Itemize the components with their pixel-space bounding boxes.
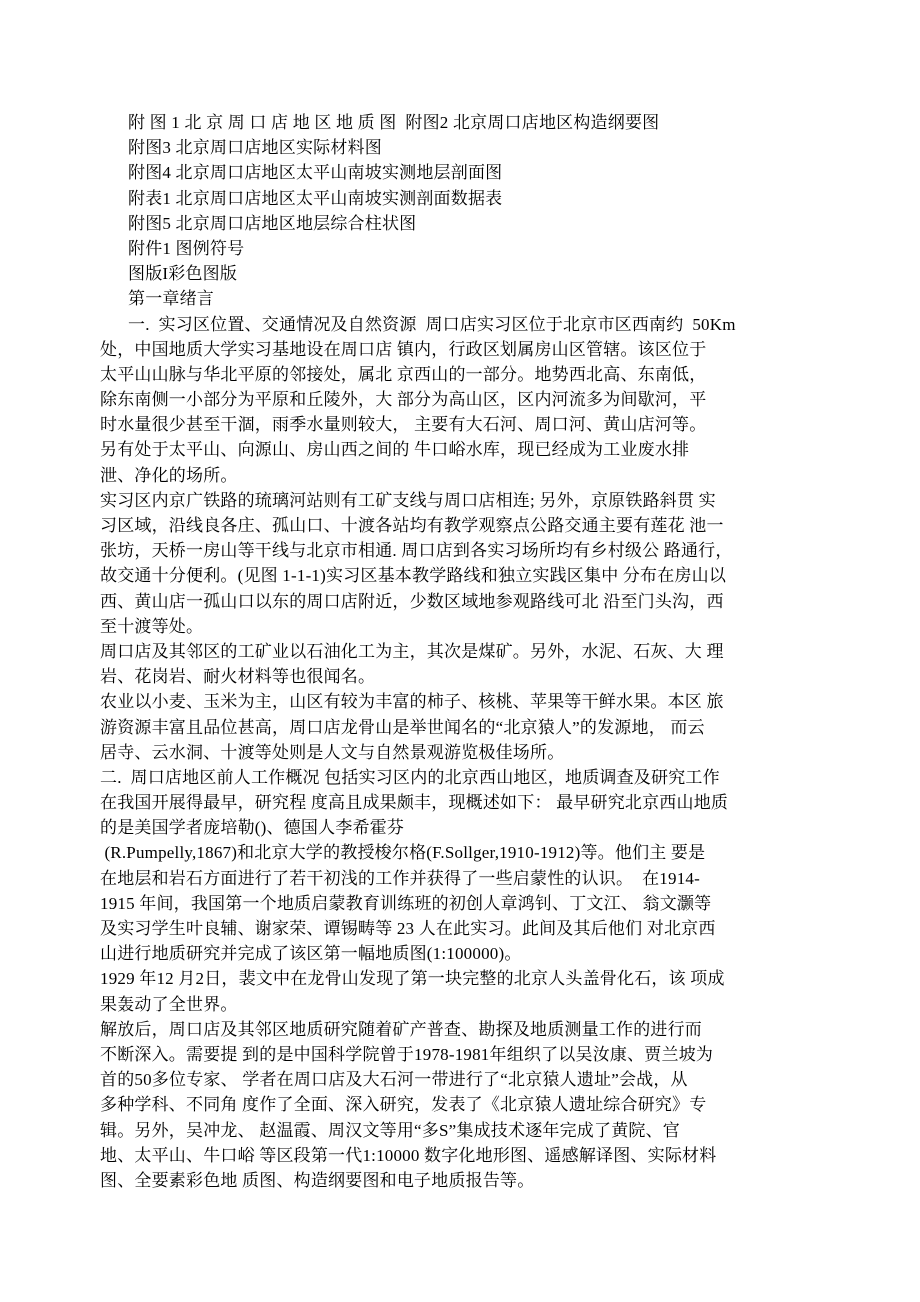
body-line: 1929 年12 月2日，裴文中在龙骨山发现了第一块完整的北京人头盖骨化石，该 项成 <box>100 969 725 989</box>
body-line: 处，中国地质大学实习基地设在周口店 镇内，行政区划属房山区管辖。该区位于 <box>100 339 707 359</box>
body-line: 的是美国学者庞培勒()、德国人李希霍芬 <box>100 818 405 838</box>
body-line: 图、全要素彩色地 质图、构造纲要图和电子地质报告等。 <box>100 1170 535 1190</box>
body-line: 农业以小麦、玉米为主，山区有较为丰富的柿子、核桃、苹果等干鲜水果。本区 旅 <box>100 692 724 712</box>
body-line: 习区域，沿线良各庄、孤山口、十渡各站均有教学观察点公路交通主要有莲花 池一 <box>100 516 724 535</box>
body-line: 张坊，天桥一房山等干线与北京市相通. 周口店到各实习场所均有乡村级公 路通行， <box>100 541 733 561</box>
body-line: 不断深入。需要提 到的是中国科学院曾于1978-1981年组织了以吴汝康、贾兰坡为 <box>100 1044 714 1064</box>
document-content <box>100 110 820 1193</box>
body-line: 在地层和岩石方面进行了若干初浅的工作并获得了一些启蒙性的认识。 在1914- <box>100 868 700 888</box>
body-line: 太平山山脉与华北平原的邻接处，属北 京西山的一部分。地势西北高、东南低， <box>100 364 707 384</box>
body-line: 在我国开展得最早，研究程 度高且成果颇丰，现概述如下： 最早研究北京西山地质 <box>100 793 729 813</box>
front-matter-line: 附表1 北京周口店地区太平山南坡实测剖面数据表 <box>128 188 503 208</box>
front-matter-line: 附图4 北京周口店地区太平山南坡实测地层剖面图 <box>128 163 503 183</box>
body-line: 1915 年间，我国第一个地质启蒙教育训练班的初创人章鸿钊、丁文江、 翁文灏等 <box>100 893 712 913</box>
body-line: 西、黄山店一孤山口以东的周口店附近，少数区域地参观路线可北 沿至门头沟，西 <box>100 591 724 611</box>
body-line: 多种学科、不同角 度作了全面、深入研究，发表了《北京猿人遗址综合研究》专 <box>100 1095 707 1115</box>
body-line: 周口店及其邻区的工矿业以石油化工为主，其次是煤矿。另外，水泥、石灰、大 理 <box>100 641 724 661</box>
front-matter-line: 附 图 1 北 京 周 口 店 地 区 地 质 图 附图2 北京周口店地区构造纲要图 <box>128 113 660 132</box>
body-line: 及实习学生叶良辅、谢家荣、谭锡畴等 23 人在此实习。此间及其后他们 对北京西 <box>100 919 716 938</box>
body-line: 另有处于太平山、向源山、房山西之间的 牛口峪水库，现已经成为工业废水排 <box>100 440 690 460</box>
body-line: 泄、净化的场所。 <box>100 465 238 485</box>
chapter-heading: 第一章绪言 <box>128 289 214 309</box>
body-line: (R.Pumpelly,1867)和北京大学的教授梭尔格(F.Sollger,1910-1912)等。他们主 要是 <box>100 843 706 863</box>
body-line: 二. 周口店地区前人工作概况 包括实习区内的北京西山地区，地质调查及研究工作 <box>100 767 720 787</box>
body-line: 一. 实习区位置、交通情况及自然资源 周口店实习区位于北京市区西南约 50Km <box>128 314 736 334</box>
front-matter-line: 附件1 图例符号 <box>128 238 245 258</box>
body-line: 居寺、云水洞、十渡等处则是人文与自然景观游览极佳场所。 <box>100 742 565 762</box>
body-line: 首的50多位专家、 学者在周口店及大石河一带进行了“北京猿人遗址”会战，从 <box>100 1070 688 1090</box>
body-line: 山进行地质研究并完成了该区第一幅地质图(1:100000)。 <box>100 944 522 964</box>
body-line: 岩、花岗岩、耐火材料等也很闻名。 <box>100 667 376 687</box>
body-line: 实习区内京广铁路的琉璃河站则有工矿支线与周口店相连; 另外，京原铁路斜贯 实 <box>100 490 716 510</box>
body-line: 游资源丰富且品位甚高，周口店龙骨山是举世闻名的“北京猿人”的发源地， 而云 <box>100 717 705 737</box>
body-line: 故交通十分便利。(见图 1-1-1)实习区基本教学路线和独立实践区集中 分布在房山以 <box>100 566 727 586</box>
front-matter-line: 图版I彩色图版 <box>128 264 238 284</box>
front-matter-line: 附图5 北京周口店地区地层综合柱状图 <box>128 213 417 233</box>
body-line: 果轰动了全世界。 <box>100 994 238 1014</box>
body-line: 辑。另外，吴冲龙、 赵温霞、周汉文等用“多S”集成技术逐年完成了黄院、官 <box>100 1120 680 1140</box>
body-line: 解放后，周口店及其邻区地质研究随着矿产普查、勘探及地质测量工作的进行而 <box>100 1019 702 1039</box>
body-line: 除东南侧一小部分为平原和丘陵外，大 部分为高山区，区内河流多为间歇河，平 <box>100 390 707 410</box>
front-matter-line: 附图3 北京周口店地区实际材料图 <box>128 138 382 158</box>
body-line: 至十渡等处。 <box>100 616 204 636</box>
body-line: 时水量很少甚至干涸，雨季水量则较大， 主要有大石河、周口河、黄山店河等。 <box>100 415 707 435</box>
body-line: 地、太平山、牛口峪 等区段第一代1:10000 数字化地形图、遥感解译图、实际材料 <box>100 1145 717 1165</box>
